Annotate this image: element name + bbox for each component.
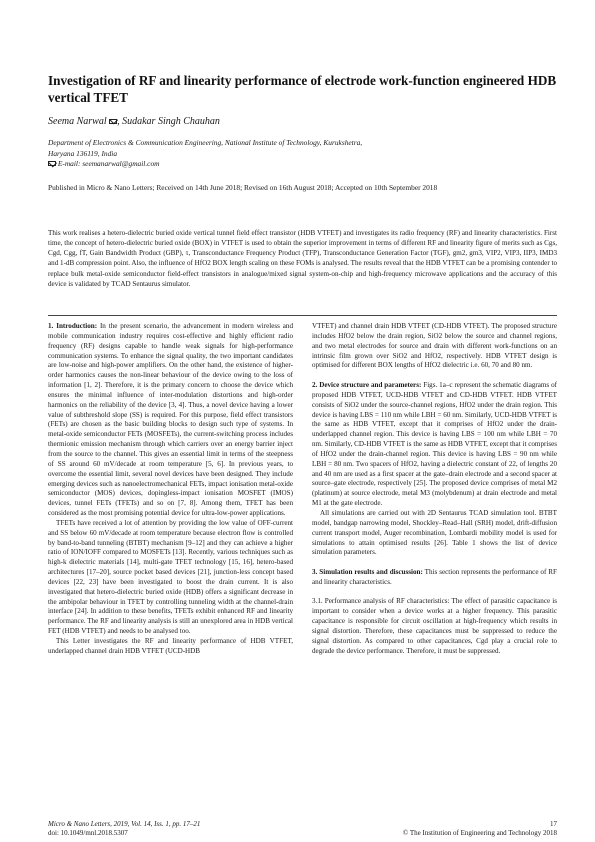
publication-info: Published in Micro & Nano Letters; Received on 14th June 2018; Revised on 16th August 2018; Accepted on 10th September 2018	[48, 183, 438, 192]
paragraph-text: This section represents the performance of RF and linearity characteristics.	[312, 568, 557, 586]
paragraph	[48, 637, 293, 657]
abstract-divider	[48, 315, 557, 316]
paragraph-text: 3.1. Performance analysis of RF characteristics: The effect of parasitic capacitance is important to consider when a device works at a higher frequency. This parasitic capacitance is responsible for circuit oscillation at high-frequency which results in signal distortion. Therefore, these capacitances must be suppressed to reduce the signal distortion. As compared to other capacitances, Cgd play a crucial role to degrade the device performance. Therefore, it must be suppressed.	[312, 597, 557, 655]
footer-copyright: © The Institution of Engineering and Technology 2018	[402, 829, 557, 837]
paragraph-text: This Letter investigates the RF and linearity performance of HDB VTFET, underlapped channel drain HDB VTFET (UCD-HDB	[48, 637, 293, 655]
page-number: 17	[550, 820, 557, 828]
paragraph-text: VTFET) and channel drain HDB VTFET (CD-HDB VTFET). The proposed structure includes HfO2 below the drain region, SiO2 below the source and channel regions, and two metal electrodes for source and drain with different work-functions on an intrinsic film grown over SiO2 and HfO2, respectively. HDB VTFET design is optimised for different BOX lengths of HfO2 dielectric i.e. 60, 70 and 80 nm.	[312, 322, 557, 370]
paragraph-text: TFETs have received a lot of attention by providing the low value of OFF-current and SS below 60 mV/decade at room temperature because electron flow is controlled by band-to-band tunneling (BTBT) mechanism [9–12] and they can achieve a higher ratio of ION/IOFF compared to MOSFETs [13]. Recently, various techniques such as high-k dielectric materials [14], multi-gate TFET technology [15, 16], hetero-based architectures [17–20], source pocket based devices [21], junction-less concept based devices [22, 23] have been investigated to boost the drain current. It is also investigated that hetero-dielectric buried oxide (HDB) offers a significant decrease in the ambipolar behaviour in TFET by controlling tunneling width at the channel-drain interface [24]. In addition to these benefits, TFETs exhibit enhanced RF and linearity performance. The RF and linearity analysis is still an unexplored area in HDB vertical FET (HDB VTFET) and needs to be analysed too.	[48, 518, 293, 636]
author-name: Sudakar Singh Chauhan	[122, 116, 220, 127]
paragraph-text: All simulations are carried out with 2D Sentaurus TCAD simulation tool. BTBT model, bandgap narrowing model, Shockley–Read–Hall (SRH) model, drift-diffusion current transport model, Auger recombination, Lombardi mobility model is used for simulations to attain optimised results [26]. Table 1 shows the list of device simulation parameters.	[312, 508, 557, 557]
footer-citation	[48, 820, 200, 838]
paragraph	[312, 322, 557, 371]
left-column	[48, 322, 293, 657]
paper-title: Investigation of RF and linearity performance of electrode work-function engineered HDB vertical TFET	[48, 73, 557, 105]
footer-right	[340, 820, 557, 838]
paragraph	[312, 509, 557, 558]
footer-doi[interactable]: doi: 10.1049/mnl.2018.5307	[48, 829, 128, 837]
envelope-icon	[48, 161, 56, 167]
paragraph	[312, 381, 557, 509]
author-name: Seema Narwal	[48, 116, 107, 127]
affiliation-email-line	[48, 159, 558, 170]
section-heading: 3. Simulation results and discussion:	[312, 568, 423, 576]
paragraph	[312, 597, 557, 656]
footer-journal: Micro & Nano Letters, 2019, Vol. 14, Iss. 1, pp. 17–21	[48, 820, 201, 828]
affiliation-email[interactable]: E-mail: seemanarwal@gmail.com	[57, 159, 160, 169]
paragraph	[48, 519, 293, 637]
author-separator: ,	[117, 116, 123, 127]
abstract: This work realises a hetero-dielectric buried oxide vertical tunnel field effect transistor (HDB VTFET) and investigates its radio frequency (RF) and linearity characteristics. First time, the concept of hetero-dielectric buried oxide (BOX) in VTFET is used to obtain the superior improvement in terms of different RF and linearity figure of merits such as Cgs, Cgd, Cgg, fT, Gain Bandwidth Product (GBP), τ, Transconductance Frequency Product (TFP), Transconductance Generation Factor (TGF), gm2, gm3, VIP2, VIP3, IIP3, IMD3 and 1-dB compression point. Also, the influence of HfO2 BOX length scaling on these FOMs is analysed. The results reveal that the HDB VTFET can be a promising contender to replace bulk metal-oxide semiconductor field-effect transistors in analogue/mixed signal system-on-chip and high-frequency microwave applications and the accuracy of this device is validated by TCAD Sentaurus simulator.	[48, 229, 557, 288]
affiliation-department: Department of Electronics & Communication Engineering, National Institute of Technology, Kurukshetra,	[48, 138, 363, 147]
paragraph-text: In the present scenario, the advancement in modern wireless and mobile communication industry requires cost-effective and highly efficient radio frequency (RF) designs capable to handle weak signals for high-performance communication systems. To enhance the signal quality, the two important candidates are low-noise and high-power amplifiers. On the other hand, the existence of higher-order harmonics causes the non-linear behaviour of the device owing to the loss of information [1, 2]. Therefore, it is the primary concern to choose the device which ensures the minimal influence of inter-modulation distortions and high-order harmonics on the reliability of the device [3, 4]. Thus, a novel device having a lower value of subthreshold slope (SS) is required. For this purpose, field effect transistors (FETs) are chosen as the basic building blocks to design such type of systems. In metal-oxide semiconductor FETs (MOSFETs), the current-switching process includes thermionic emission mechanism through which carriers over an energy barrier inject from the source to the channel. This gives an essential limit in terms of the steepness of SS around 60 mV/decade at room temperature [5, 6]. In previous years, to overcome the essential limit, several novel devices have been designed. They include emerging devices such as nanoelectromechanical FETs, impact ionisation metal-oxide semiconductor (MOS) devices, dopingless-impact ionisation MOSFET (IMOS) devices, tunnel FETs (TFETs) and so on [7, 8]. Among them, TFET has been considered as the most promising potential device for ultra-low-power applications.	[48, 322, 293, 518]
affiliation-location: Haryana 136119, India	[48, 148, 118, 158]
paragraph	[48, 322, 293, 519]
affiliation	[48, 138, 558, 170]
section-heading: 1. Introduction:	[48, 322, 98, 330]
section-heading: 2. Device structure and parameters:	[312, 381, 422, 390]
paragraph-text: Figs. 1a–c represent the schematic diagrams of proposed HDB VTFET, UCD-HDB VTFET and CD-HDB VTFET. HDB VTFET consists of SiO2 under the source-channel regions, HfO2 under the drain region. This device is having LBS = 110 nm while LBH = 60 nm. Similarly, UCD-HDB VTFET is the same as HDB VTFET, except that it comprises of HfO2 under the drain-underlapped channel region. This device is having LBS = 100 nm while LBH = 70 nm. Similarly, CD-HDB VTFET is the same as HDB VTFET, except that it comprises of HfO2 under the drain-channel region. This device is having LBS = 90 nm while LBH = 80 nm. Two spacers of HfO2, having a dielectric constant of 22, of lengths 20 and 40 nm are used as a first spacer at the gate–drain electrode and a second spacer at source–gate electrode, respectively [25]. The proposed device comprises of metal M2 (platinum) at source electrode, metal M3 (molybdenum) at drain electrode and metal M1 at the gate electrode.	[312, 381, 557, 508]
author-list	[48, 116, 220, 127]
paragraph	[312, 568, 557, 588]
envelope-icon	[109, 119, 117, 125]
right-column	[312, 322, 557, 657]
